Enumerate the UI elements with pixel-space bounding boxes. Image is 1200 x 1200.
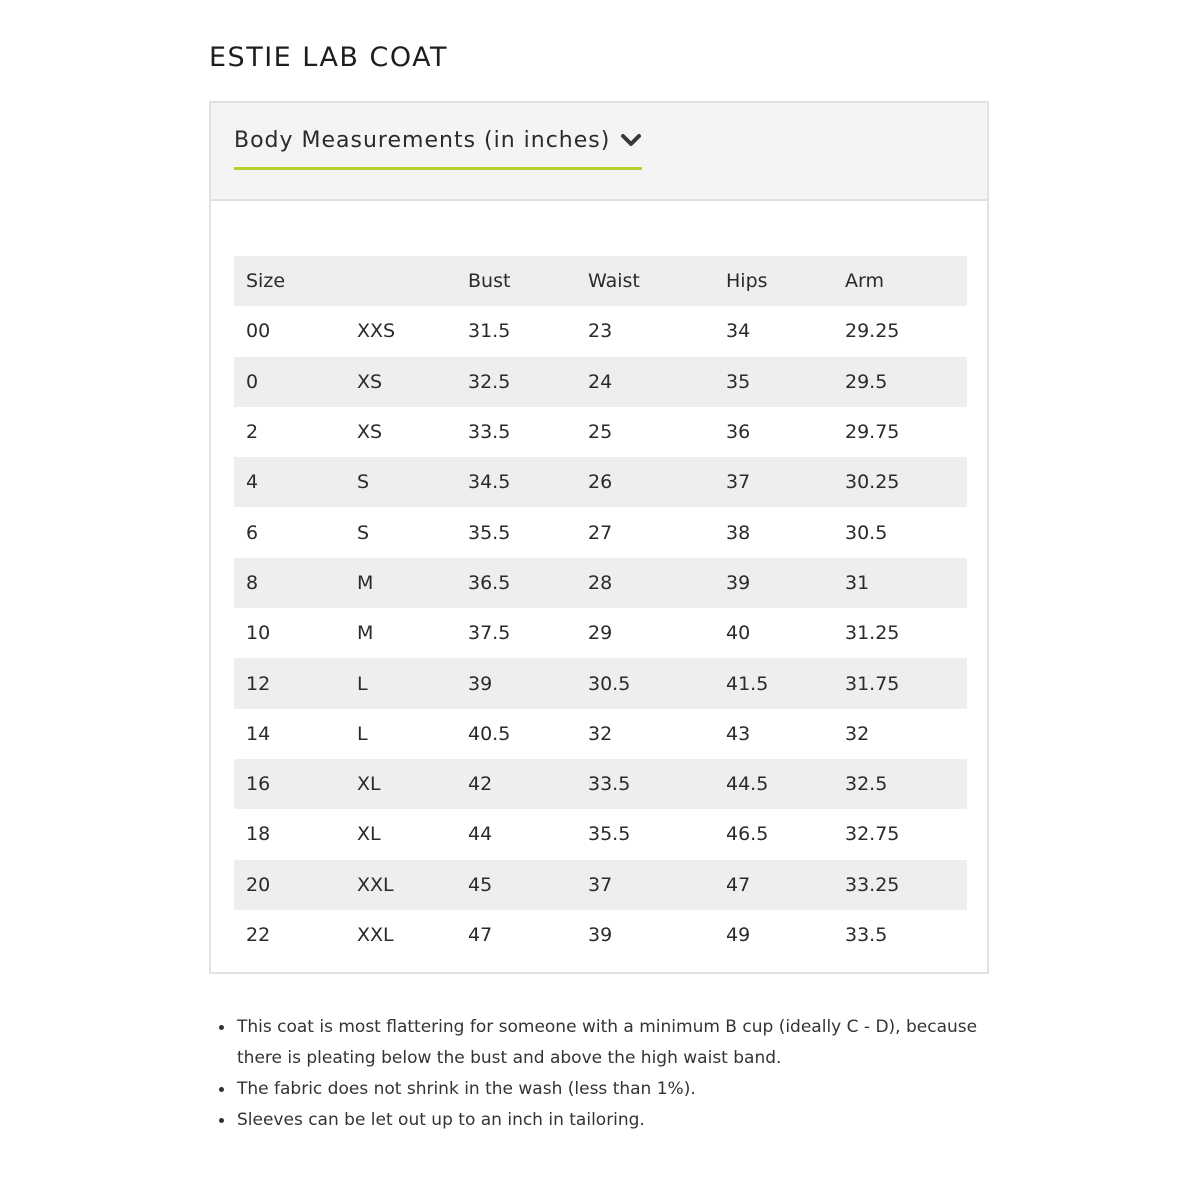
table-header-row	[234, 256, 967, 306]
cell-size: 16	[246, 773, 271, 796]
cell-size: 0	[246, 370, 259, 393]
cell-size: 18	[246, 823, 271, 846]
list-item	[216, 1074, 986, 1105]
table-row	[234, 709, 967, 759]
cell-waist: 30.5	[588, 672, 631, 695]
cell-hips: 49	[726, 924, 751, 946]
panel-header	[211, 103, 987, 201]
header-waist: Waist	[588, 270, 640, 293]
cell-arm: 32	[845, 722, 870, 745]
note-text: This coat is most flattering for someone with a minimum B cup (ideally C - D), because there is pleating below the bust and above the high waist band.	[237, 1017, 978, 1068]
cell-bust: 44	[468, 823, 493, 846]
cell-size: 8	[246, 571, 259, 594]
cell-letter-size: XL	[357, 823, 381, 846]
cell-hips: 44.5	[726, 773, 769, 796]
cell-bust: 37.5	[468, 622, 511, 645]
cell-hips: 35	[726, 370, 751, 393]
cell-waist: 25	[588, 421, 613, 444]
cell-size: 14	[246, 722, 271, 745]
cell-arm: 30.5	[845, 521, 888, 544]
cell-bust: 39	[468, 672, 493, 695]
header-size: Size	[246, 270, 286, 293]
cell-arm: 31	[845, 571, 870, 594]
cell-arm: 33.25	[845, 873, 900, 896]
table-row	[234, 860, 967, 910]
cell-letter-size: XXL	[357, 924, 394, 946]
measurements-panel	[209, 101, 989, 974]
table-row	[234, 357, 967, 407]
cell-hips: 40	[726, 622, 751, 645]
cell-hips: 36	[726, 421, 751, 444]
list-item	[216, 1105, 986, 1136]
size-chart-table	[234, 256, 967, 960]
cell-waist: 24	[588, 370, 613, 393]
cell-bust: 35.5	[468, 521, 511, 544]
product-title: ESTIE LAB COAT	[209, 42, 449, 73]
cell-arm: 30.25	[845, 471, 900, 494]
cell-waist: 26	[588, 471, 613, 494]
table-row	[234, 507, 967, 557]
cell-size: 2	[246, 421, 259, 444]
chevron-down-icon	[620, 131, 642, 151]
cell-bust: 34.5	[468, 471, 511, 494]
cell-letter-size: M	[357, 571, 374, 594]
bullet-icon	[219, 1087, 224, 1092]
cell-bust: 42	[468, 773, 493, 796]
fit-notes-list	[216, 1012, 986, 1136]
cell-size: 4	[246, 471, 259, 494]
cell-hips: 46.5	[726, 823, 769, 846]
cell-letter-size: L	[357, 722, 368, 745]
cell-bust: 40.5	[468, 722, 511, 745]
cell-letter-size: M	[357, 622, 374, 645]
cell-letter-size: XS	[357, 421, 383, 444]
table-row	[234, 608, 967, 658]
cell-hips: 43	[726, 722, 751, 745]
cell-letter-size: S	[357, 521, 370, 544]
cell-bust: 47	[468, 924, 493, 946]
cell-waist: 23	[588, 320, 613, 343]
cell-hips: 37	[726, 471, 751, 494]
cell-waist: 37	[588, 873, 613, 896]
cell-size: 6	[246, 521, 259, 544]
cell-waist: 35.5	[588, 823, 631, 846]
table-row	[234, 558, 967, 608]
table-row	[234, 306, 967, 356]
measurements-accordion-toggle[interactable]	[234, 125, 642, 170]
cell-bust: 33.5	[468, 421, 511, 444]
cell-size: 12	[246, 672, 271, 695]
header-bust: Bust	[468, 270, 511, 293]
table-row	[234, 809, 967, 859]
cell-hips: 47	[726, 873, 751, 896]
cell-size: 10	[246, 622, 271, 645]
cell-arm: 31.75	[845, 672, 900, 695]
cell-waist: 27	[588, 521, 613, 544]
cell-size: 20	[246, 873, 271, 896]
cell-waist: 33.5	[588, 773, 631, 796]
cell-waist: 32	[588, 722, 613, 745]
cell-letter-size: XXL	[357, 873, 394, 896]
cell-letter-size: XS	[357, 370, 383, 393]
table-row	[234, 457, 967, 507]
cell-bust: 45	[468, 873, 493, 896]
cell-letter-size: XL	[357, 773, 381, 796]
table-row	[234, 658, 967, 708]
note-text: The fabric does not shrink in the wash (less than 1%).	[237, 1079, 696, 1099]
table-row	[234, 910, 967, 960]
cell-waist: 28	[588, 571, 613, 594]
cell-arm: 29.25	[845, 320, 900, 343]
list-item	[216, 1012, 986, 1074]
table-row	[234, 407, 967, 457]
cell-hips: 41.5	[726, 672, 769, 695]
cell-bust: 36.5	[468, 571, 511, 594]
cell-hips: 34	[726, 320, 751, 343]
cell-hips: 38	[726, 521, 751, 544]
cell-bust: 32.5	[468, 370, 511, 393]
cell-arm: 31.25	[845, 622, 900, 645]
cell-arm: 29.5	[845, 370, 888, 393]
bullet-icon	[219, 1118, 224, 1123]
accordion-label: Body Measurements (in inches)	[234, 128, 611, 153]
cell-letter-size: S	[357, 471, 370, 494]
cell-size: 22	[246, 924, 271, 946]
cell-arm: 29.75	[845, 421, 900, 444]
header-hips: Hips	[726, 270, 768, 293]
cell-waist: 39	[588, 924, 613, 946]
table-row	[234, 759, 967, 809]
cell-letter-size: L	[357, 672, 368, 695]
cell-bust: 31.5	[468, 320, 511, 343]
cell-letter-size: XXS	[357, 320, 396, 343]
cell-arm: 32.75	[845, 823, 900, 846]
bullet-icon	[219, 1025, 224, 1030]
cell-waist: 29	[588, 622, 613, 645]
header-letter-size	[345, 256, 456, 306]
cell-arm: 32.5	[845, 773, 888, 796]
cell-arm: 33.5	[845, 924, 888, 946]
header-arm: Arm	[845, 270, 884, 293]
note-text: Sleeves can be let out up to an inch in tailoring.	[237, 1110, 645, 1130]
cell-size: 00	[246, 320, 271, 343]
cell-hips: 39	[726, 571, 751, 594]
